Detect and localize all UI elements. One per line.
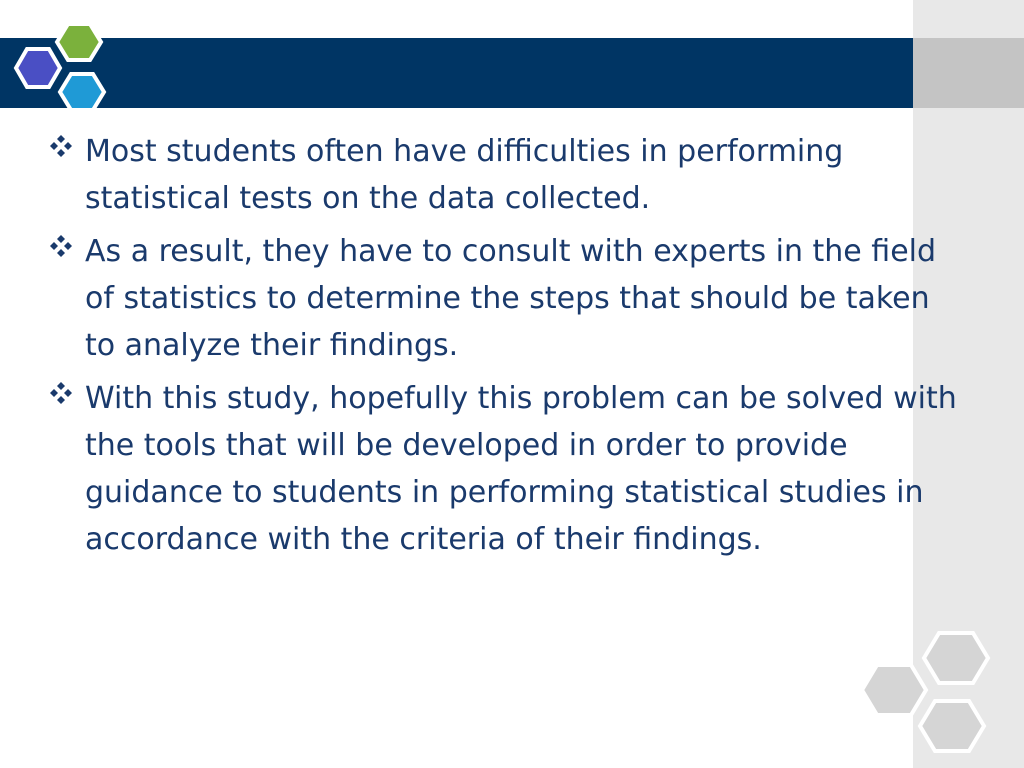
bullet-item-2 bbox=[48, 228, 958, 369]
diamond-bullet-icon bbox=[48, 233, 74, 259]
bullet-text-2: As a result, they have to consult with experts in the field of statistics to determine the steps that should be taken to analyze their findings. bbox=[85, 234, 937, 363]
purple-hexagon bbox=[16, 49, 60, 87]
title-bar bbox=[0, 38, 913, 108]
bullet-list bbox=[48, 128, 958, 569]
blue-hexagon bbox=[60, 74, 104, 110]
bullet-text-3: With this study, hopefully this problem can be solved with the tools that will be developed in order to provide guidance to students in performing statistical studies in accordance with the criteria of their findings. bbox=[85, 381, 957, 557]
bullet-item-3 bbox=[48, 375, 958, 563]
bullet-text-1: Most students often have difficulties in performing statistical tests on the data collected. bbox=[85, 134, 844, 216]
gray-hexagon-bottom bbox=[920, 701, 984, 751]
side-strip-band bbox=[913, 38, 1024, 108]
green-hexagon bbox=[57, 24, 101, 60]
decorative-hexagons-icon bbox=[858, 628, 998, 763]
gray-hexagon-top bbox=[924, 633, 988, 683]
hexagon-logo-icon bbox=[10, 22, 122, 122]
bullet-item-1 bbox=[48, 128, 958, 222]
gray-hexagon-left bbox=[862, 665, 926, 715]
diamond-bullet-icon bbox=[48, 380, 74, 406]
diamond-bullet-icon bbox=[48, 133, 74, 159]
